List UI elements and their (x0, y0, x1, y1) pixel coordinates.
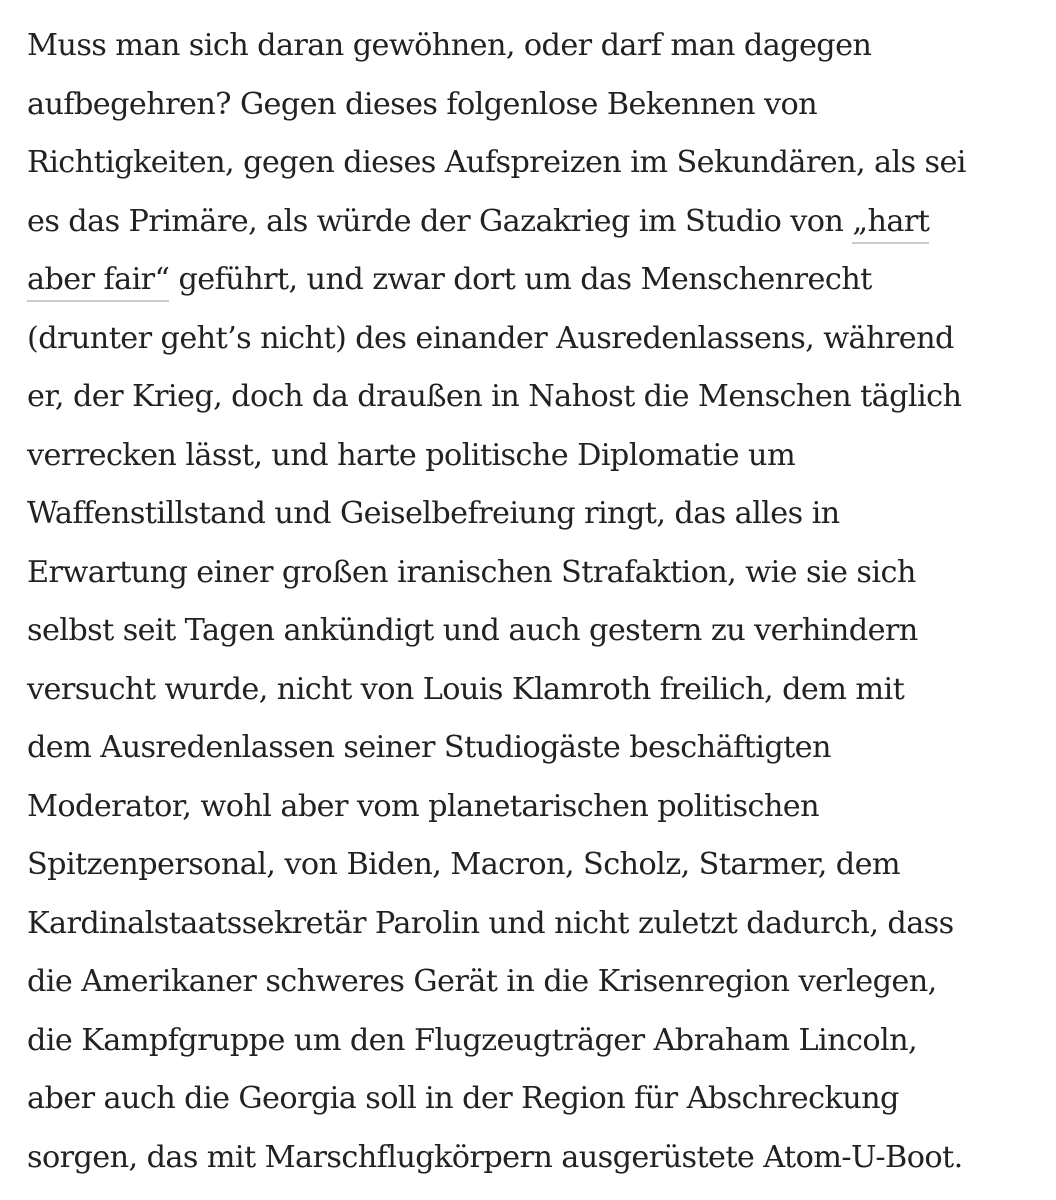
paragraph-line: Erwartung einer großen iranischen Strafaktion, wie sie sich (27, 555, 916, 590)
paragraph-line: sorgen, das mit Marschflugkörpern ausgerüstete Atom-U-Boot. (27, 1140, 963, 1175)
paragraph-line: selbst seit Tagen ankündigt und auch gestern zu verhindern (27, 613, 918, 648)
hart-aber-fair-link-part-1[interactable]: „hart (852, 204, 929, 244)
paragraph-line: Spitzenpersonal, von Biden, Macron, Scholz, Starmer, dem (27, 847, 901, 882)
paragraph-line: die Amerikaner schweres Gerät in die Krisenregion verlegen, (27, 964, 937, 999)
paragraph-line: Waffenstillstand und Geiselbefreiung ringt, das alles in (27, 496, 840, 531)
paragraph-line: aufbegehren? Gegen dieses folgenlose Bekennen von (27, 87, 818, 122)
paragraph-line (27, 202, 929, 242)
paragraph-line: verrecken lässt, und harte politische Diplomatie um (27, 438, 796, 473)
paragraph-line: versucht wurde, nicht von Louis Klamroth freilich, dem mit (27, 672, 905, 707)
line-text: geführt, und zwar dort um das Menschenrecht (169, 262, 872, 297)
paragraph-line: aber auch die Georgia soll in der Region für Abschreckung (27, 1081, 899, 1116)
paragraph-line: (drunter geht’s nicht) des einander Ausredenlassens, während (27, 321, 954, 356)
line-text: es das Primäre, als würde der Gazakrieg im Studio von (27, 204, 853, 239)
paragraph-line: dem Ausredenlassen seiner Studiogäste beschäftigten (27, 730, 831, 765)
paragraph-line: Kardinalstaatssekretär Parolin und nicht zuletzt dadurch, dass (27, 906, 954, 941)
paragraph-line: er, der Krieg, doch da draußen in Nahost die Menschen täglich (27, 379, 962, 414)
paragraph-line: Richtigkeiten, gegen dieses Aufspreizen im Sekundären, als sei (27, 145, 966, 180)
hart-aber-fair-link-part-2[interactable]: aber fair“ (27, 262, 169, 302)
paragraph-line: die Kampfgruppe um den Flugzeugträger Abraham Lincoln, (27, 1023, 918, 1058)
paragraph-line: Moderator, wohl aber vom planetarischen politischen (27, 789, 820, 824)
paragraph-line (27, 260, 872, 300)
paragraph-line: Muss man sich daran gewöhnen, oder darf man dagegen (27, 28, 872, 63)
